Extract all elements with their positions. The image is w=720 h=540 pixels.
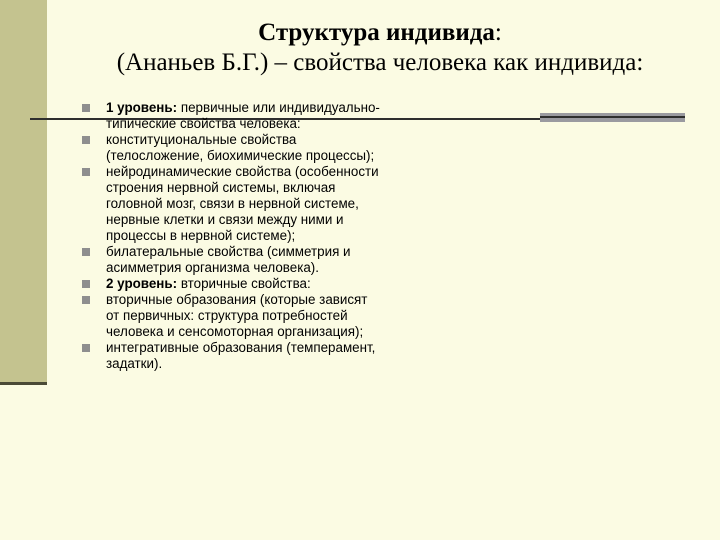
square-bullet-icon [82,136,90,144]
bullet-item [80,292,380,340]
title-colon: : [494,19,502,46]
left-accent-band [0,0,47,384]
square-bullet-icon [82,248,90,256]
square-bullet-icon [82,280,90,288]
title-line-2: (Ананьев Б.Г.) – свойства человека как индивида: [116,49,644,76]
bullet-text: вторичные образования (которые зависят от первичных: структура потребностей человека и сенсомоторная организация); [106,292,368,339]
bullet-lead: 1 уровень: [106,100,178,115]
slide-title [70,18,690,78]
square-bullet-icon [82,168,90,176]
bullet-text: билатеральные свойства (симметрия и асимметрия организма человека). [106,244,351,275]
bullet-item [80,276,380,292]
square-bullet-icon [82,104,90,112]
bullet-item [80,100,380,132]
bullet-item [80,132,380,164]
left-band-underline [0,382,47,385]
bullet-text: вторичные свойства: [177,276,311,291]
bullet-item [80,244,380,276]
square-bullet-icon [82,296,90,304]
bullet-text: нейродинамические свойства (особенности строения нервной системы, включая головной мозг, связи в нервной системе, нервные клетки и связи между ними и процессы в нервной системе); [106,164,379,243]
bullet-item [80,340,380,372]
title-bold: Структура индивида [258,19,495,46]
title-line-1 [70,18,690,48]
bullet-lead: 2 уровень: [106,276,178,291]
bullet-list [80,100,380,372]
bullet-text: интегративные образования (темперамент, задатки). [106,340,376,371]
bullet-text: конституциональные свойства (телосложение, биохимические процессы); [106,132,375,163]
bullet-item [80,164,380,244]
title-divider-accent [540,113,685,122]
bullet-text: первичные или индивидуально-типические свойства человека: [106,100,380,131]
square-bullet-icon [82,344,90,352]
